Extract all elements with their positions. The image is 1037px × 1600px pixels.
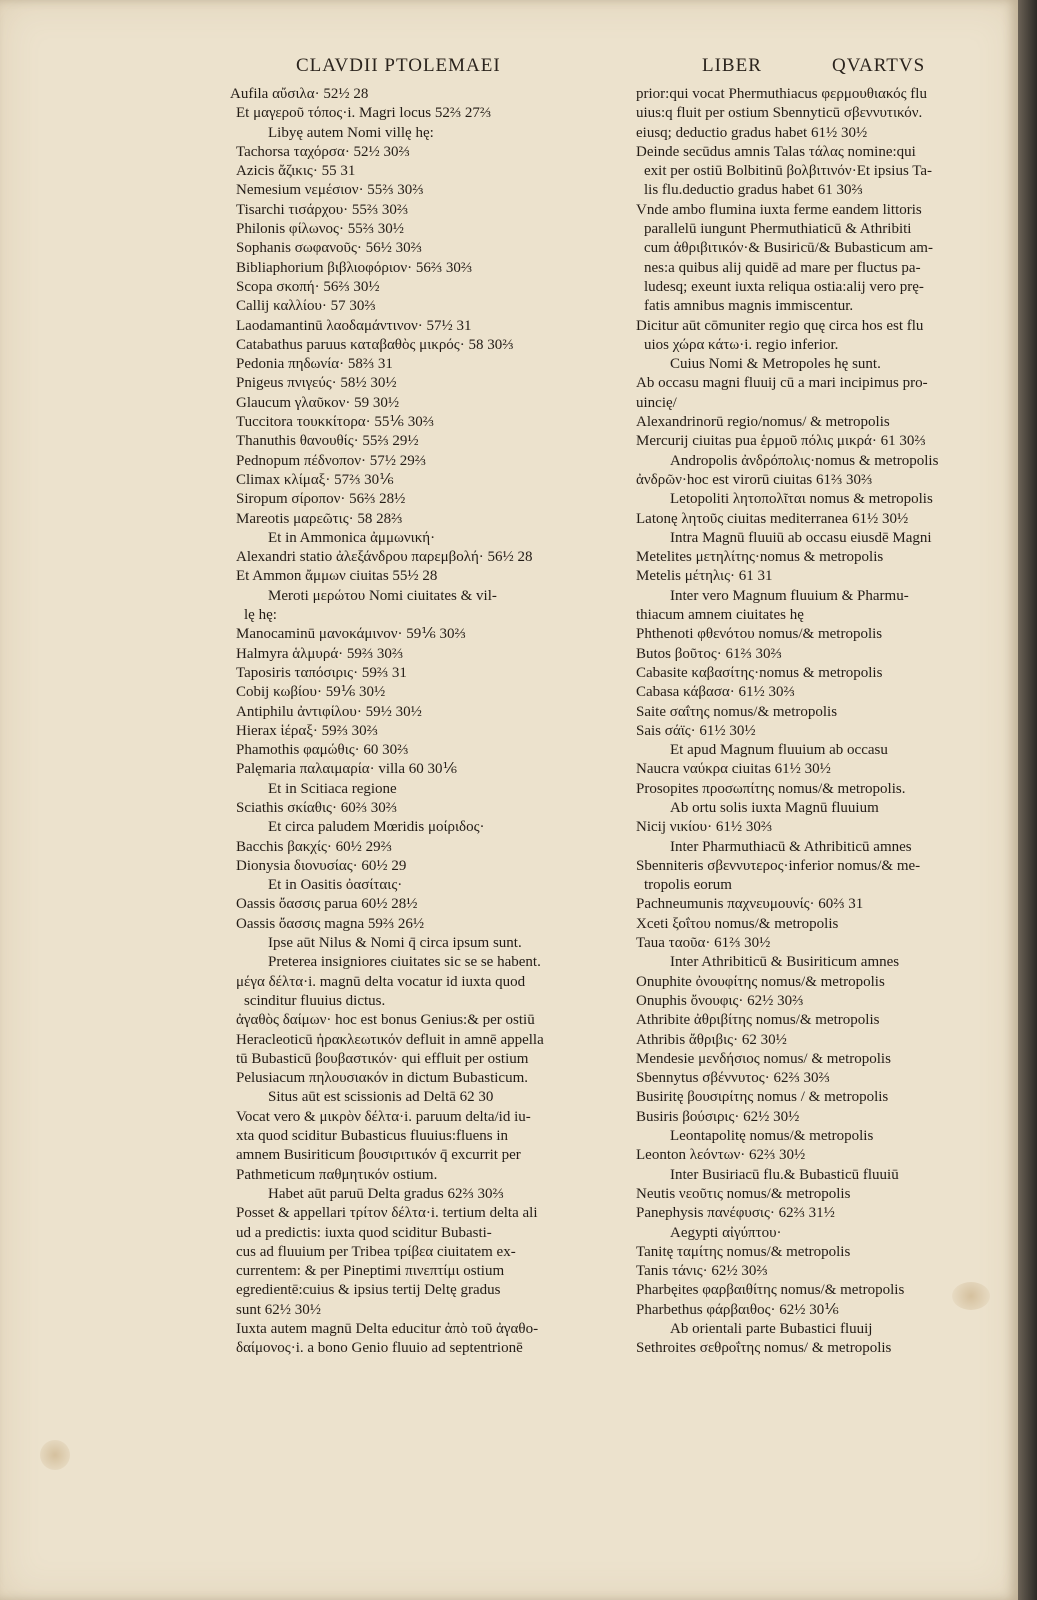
text-line: Pharbethus φάρβαιθος· 62½ 30⅙ (636, 1301, 839, 1318)
text-line: Glaucum γλαῦκον· 59 30½ (236, 394, 400, 411)
text-line: Tisarchi τισάρχου· 55⅔ 30⅔ (236, 201, 409, 218)
text-line: Et μαγεροῦ τόπος·i. Magri locus 52⅔ 27⅔ (236, 105, 492, 122)
text-line: ἀνδρῶν·hoc est virorū ciuitas 61⅔ 30⅔ (636, 471, 873, 488)
text-line: Alexandri statio ἀλεξάνδρου παρεμβολή· 56½ 28 (236, 549, 533, 566)
text-line: eiusq; deductio gradus habet 61½ 30½ (636, 124, 868, 141)
text-line: Deinde secūdus amnis Talas τάλας nomine:qui (636, 143, 916, 160)
text-line: Sophanis σωφανοῦς· 56½ 30⅔ (236, 240, 422, 257)
text-line: μέγα δέλτα·i. magnū delta vocatur id iuxta quod (236, 973, 526, 990)
text-line: Athribite ἀθριβίτης nomus/& metropolis (636, 1012, 880, 1029)
text-line: Letopoliti λητοπολῖται nomus & metropolis (670, 491, 933, 508)
text-line: tropolis eorum (644, 877, 732, 894)
text-line: Manocaminū μανοκάμινον· 59⅙ 30⅔ (236, 626, 466, 643)
text-line: Sbenniteris σβεννυτερος·inferior nomus/& me- (636, 857, 921, 874)
text-line: Vnde ambo flumina iuxta ferme eandem littoris (636, 201, 922, 218)
text-line: Busiritę βουσιρίτης nomus / & metropolis (636, 1089, 889, 1106)
text-line: Bibliaphorium βιβλιοφόριον· 56⅔ 30⅔ (236, 259, 473, 276)
text-line: Pnigeus πνιγεύς· 58½ 30½ (236, 375, 397, 392)
text-line: Meroti μερώτου Nomi ciuitates & vil- (268, 587, 497, 604)
text-line: Pedonia πηδωνία· 58⅔ 31 (236, 356, 393, 373)
text-line: Mendesie μενδήσιος nomus/ & metropolis (636, 1050, 891, 1067)
text-line: Dicitur aūt cōmuniter regio quę circa hos est flu (636, 317, 924, 334)
text-line: lis flu.deductio gradus habet 61 30⅔ (644, 182, 863, 199)
text-line: Cobij κωβίου· 59⅙ 30½ (236, 684, 386, 701)
text-line: Aufila αὔσιλα· 52½ 28 (230, 86, 369, 102)
text-line: Callij καλλίου· 57 30⅔ (236, 298, 376, 315)
text-line: Onuphis ὄνουφις· 62½ 30⅔ (636, 992, 804, 1009)
text-line: Sbennytus σβέννυτος· 62⅔ 30⅔ (636, 1070, 830, 1087)
text-line: Philonis φίλωνος· 55⅔ 30½ (236, 221, 404, 238)
text-line: Situs aūt est scissionis ad Deltā 62 30 (268, 1089, 494, 1106)
text-line: fatis amnibus magnis immiscentur. (644, 298, 854, 315)
text-line: Xceti ξοΐτου nomus/& metropolis (636, 915, 839, 932)
text-line: Mareotis μαρεῶτις· 58 28⅔ (236, 510, 403, 527)
text-line: Heracleoticū ἡρακλεωτικόν defluit in amnē appella (236, 1031, 544, 1048)
text-line: δαίμονος·i. a bono Genio fluuio ad septentrionē (236, 1340, 523, 1357)
text-line: Tachorsa ταχόρσα· 52½ 30⅔ (236, 143, 410, 160)
text-line: Taposiris ταπόσιρις· 59⅔ 31 (236, 664, 407, 681)
text-line: Et circa paludem Mœridis μοίριδος· (268, 819, 485, 836)
text-line: Neutis νεοῦτις nomus/& metropolis (636, 1185, 851, 1202)
text-line: ἀγαθὸς δαίμων· hoc est bonus Genius:& per ostiū (236, 1012, 535, 1029)
text-line: Pelusiacum πηλουσιακόν in dictum Bubasticum. (236, 1070, 529, 1087)
text-line: Taua ταοῦα· 61⅔ 30½ (636, 935, 771, 952)
text-line: Intra Magnū fluuiū ab occasu eiusdē Magni (670, 529, 932, 546)
text-line: Athribis ἄθριβις· 62 30½ (636, 1031, 787, 1048)
text-line: Climax κλίμαξ· 57⅔ 30⅙ (236, 471, 394, 488)
text-line: Pharbęites φαρβαιθίτης nomus/& metropolis (636, 1282, 905, 1299)
text-line: Phamothis φαμώθις· 60 30⅔ (236, 742, 409, 759)
text-line: Pednopum πέδνοπον· 57½ 29⅔ (236, 452, 426, 469)
right-text-column (636, 85, 988, 1359)
text-line: ludesq; exeunt iuxta reliqua ostia:alij vero prę- (644, 278, 924, 295)
text-line: Et apud Magnum fluuium ab occasu (670, 742, 888, 759)
text-line: Onuphite ὀνουφίτης nomus/& metropolis (636, 973, 885, 990)
text-line: tū Bubasticū βουβαστικόν· qui effluit per ostium (236, 1050, 529, 1067)
text-line: Azicis ἄζικις· 55 31 (236, 163, 356, 180)
text-line: Libyę autem Nomi villę hę: (268, 124, 434, 141)
text-line: nes:a quibus alij quidē ad mare per fluctus pa- (644, 259, 921, 276)
text-line: Pachneumunis παχνευμουνίς· 60⅔ 31 (636, 896, 864, 913)
text-line: sunt 62½ 30½ (236, 1301, 322, 1318)
text-line: Catabathus paruus καταβαθὸς μικρός· 58 30⅔ (236, 336, 514, 353)
text-line: uius:q fluit per ostium Sbennyticū σβεννυτικόν. (636, 105, 923, 122)
text-line: Aegypti αἰγύπτου· (670, 1224, 782, 1241)
text-line: Et in Oasitis ὀασίταις· (268, 877, 403, 894)
text-line: currentem: & per Pineptimi πινεπτίμι ostium (236, 1263, 505, 1280)
text-line: cus ad fluuium per Tribea τρίβεα ciuitatem ex- (236, 1243, 516, 1260)
text-line: Oassis ὄασσις parua 60½ 28½ (236, 896, 418, 913)
text-line: uincię/ (636, 394, 677, 411)
text-line: Hierax ἱέραξ· 59⅔ 30⅔ (236, 722, 378, 739)
text-line: Panephysis πανέφυσις· 62⅔ 31½ (636, 1205, 835, 1222)
text-line: Busiris βούσιρις· 62½ 30½ (636, 1108, 800, 1125)
text-line: Ab orientali parte Bubastici fluuij (670, 1321, 873, 1337)
text-line: Leontapolitę nomus/& metropolis (670, 1128, 874, 1145)
text-line: Ipse aūt Nilus & Nomi q̄ circa ipsum sunt. (268, 935, 522, 952)
text-line: Metelis μέτηλις· 61 31 (636, 568, 773, 585)
text-line: Antiphilu ἀντιφίλου· 59½ 30½ (236, 703, 422, 720)
text-line: Metelites μετηλίτης·nomus & metropolis (636, 549, 884, 566)
text-line: Palęmaria παλαιμαρία· villa 60 30⅙ (236, 761, 458, 778)
text-line: Preterea insigniores ciuitates sic se se habent. (268, 954, 541, 971)
text-line: Cabasite καβασίτης·nomus & metropolis (636, 664, 883, 681)
text-line: Saite σαΐτης nomus/& metropolis (636, 703, 838, 720)
text-line: prior:qui vocat Phermuthiacus φερμουθιακός flu (636, 86, 927, 102)
text-line: Inter Pharmuthiacū & Athribiticū amnes (670, 838, 912, 855)
text-line: Et in Scitiaca regione (268, 780, 397, 797)
text-line: Butos βοῦτος· 61⅔ 30⅔ (636, 645, 782, 662)
text-line: Sethroites σεθροΐτης nomus/ & metropolis (636, 1340, 892, 1357)
text-line: Inter Busiriacū flu.& Bubasticū fluuiū (670, 1166, 899, 1183)
text-line: Tuccitora τουκκίτορα· 55⅙ 30⅔ (236, 414, 434, 431)
text-line: Bacchis βακχίς· 60½ 29⅔ (236, 838, 392, 855)
text-line: Sais σάϊς· 61½ 30½ (636, 722, 756, 739)
text-line: parallelū iungunt Phermuthiaticū & Athribiti (644, 221, 912, 238)
text-line: Phthenoti φθενότου nomus/& metropolis (636, 626, 883, 643)
text-line: exit per ostiū Bolbitinū βολβιτινόν·Et ipsius Ta- (644, 163, 933, 180)
text-line: Ab ortu solis iuxta Magnū fluuium (670, 799, 879, 816)
text-line: egredientē:cuius & ipsius tertij Deltę gradus (236, 1282, 501, 1299)
text-line: Cuius Nomi & Metropoles hę sunt. (670, 356, 881, 373)
text-line: scinditur fluuius dictus. (244, 992, 386, 1009)
text-line: Iuxta autem magnū Delta educitur ἀπὸ τοῦ ἀγαθο- (236, 1321, 539, 1337)
running-head-left: CLAVDII PTOLEMAEI (296, 55, 501, 76)
text-line: xta quod sciditur Bubasticus fluuius:fluens in (236, 1128, 509, 1145)
text-line: Habet aūt paruū Delta gradus 62⅔ 30⅔ (268, 1185, 504, 1202)
running-head-liber: LIBER (702, 55, 762, 76)
running-head-quartus: QVARTVS (832, 55, 926, 76)
text-line: Dionysia διονυσίας· 60½ 29 (236, 857, 407, 874)
text-line: Vocat vero & μικρὸν δέλτα·i. paruum delta/id iu- (236, 1108, 531, 1125)
text-line: ud a predictis: iuxta quod sciditur Bubasti- (236, 1224, 492, 1241)
text-line: thiacum amnem ciuitates hę (636, 607, 804, 624)
text-line: Inter vero Magnum fluuium & Pharmu- (670, 587, 909, 604)
text-line: cum ἀθριβιτικόν·& Busiricū/& Bubasticum am- (644, 240, 933, 257)
text-line: Posset & appellari τρίτον δέλτα·i. tertium delta ali (236, 1205, 538, 1222)
text-line: uios χώρα κάτω·i. regio inferior. (644, 336, 839, 353)
text-line: Mercurij ciuitas pua ἑρμοῦ πόλις μικρά· 61 30⅔ (636, 433, 926, 450)
text-line: Naucra ναύκρα ciuitas 61½ 30½ (636, 761, 831, 778)
text-line: Nemesium νεμέσιον· 55⅔ 30⅔ (236, 182, 424, 199)
text-line: Et Ammon ἄμμων ciuitas 55½ 28 (236, 568, 438, 585)
text-line: Oassis ὄασσις magna 59⅔ 26½ (236, 915, 425, 932)
text-line: Siropum σίροπον· 56⅔ 28½ (236, 491, 406, 508)
text-line: Nicij νικίου· 61½ 30⅔ (636, 819, 773, 836)
text-line: Latonę λητοῦς ciuitas mediterranea 61½ 30½ (636, 510, 909, 527)
text-line: Et in Ammonica ἀμμωνική· (268, 529, 436, 546)
text-line: Tanis τάνις· 62½ 30⅔ (636, 1263, 768, 1280)
text-line: Tanitę ταμίτης nomus/& metropolis (636, 1243, 851, 1260)
foxing-stain (40, 1440, 70, 1470)
text-line: lę hę: (244, 607, 277, 624)
text-line: Andropolis ἀνδρόπολις·nomus & metropolis (670, 452, 939, 469)
text-line: amnem Busiriticum βουσιριτικόν q̄ excurrit per (236, 1147, 521, 1164)
text-line: Scopa σκοπή· 56⅔ 30½ (236, 278, 380, 295)
text-line: Pathmeticum παθμητικόν ostium. (236, 1166, 438, 1183)
text-line: Cabasa κάβασα· 61½ 30⅔ (636, 684, 795, 701)
text-line: Sciathis σκίαθις· 60⅔ 30⅔ (236, 799, 397, 816)
text-line: Inter Athribiticū & Busiriticum amnes (670, 954, 900, 971)
text-line: Thanuthis θανουθίς· 55⅔ 29½ (236, 433, 419, 450)
page-edge (1018, 0, 1037, 1600)
text-line: Ab occasu magni fluuij cū a mari incipimus pro- (636, 375, 928, 392)
text-line: Alexandrinorū regio/nomus/ & metropolis (636, 414, 890, 431)
left-text-column (230, 85, 586, 1359)
text-line: Leonton λεόντων· 62⅔ 30½ (636, 1147, 806, 1164)
text-line: Prosopites προσωπίτης nomus/& metropolis. (636, 780, 906, 797)
text-line: Halmyra ἁλμυρά· 59⅔ 30⅔ (236, 645, 404, 662)
text-line: Laodamantinū λαοδαμάντινον· 57½ 31 (236, 317, 472, 334)
